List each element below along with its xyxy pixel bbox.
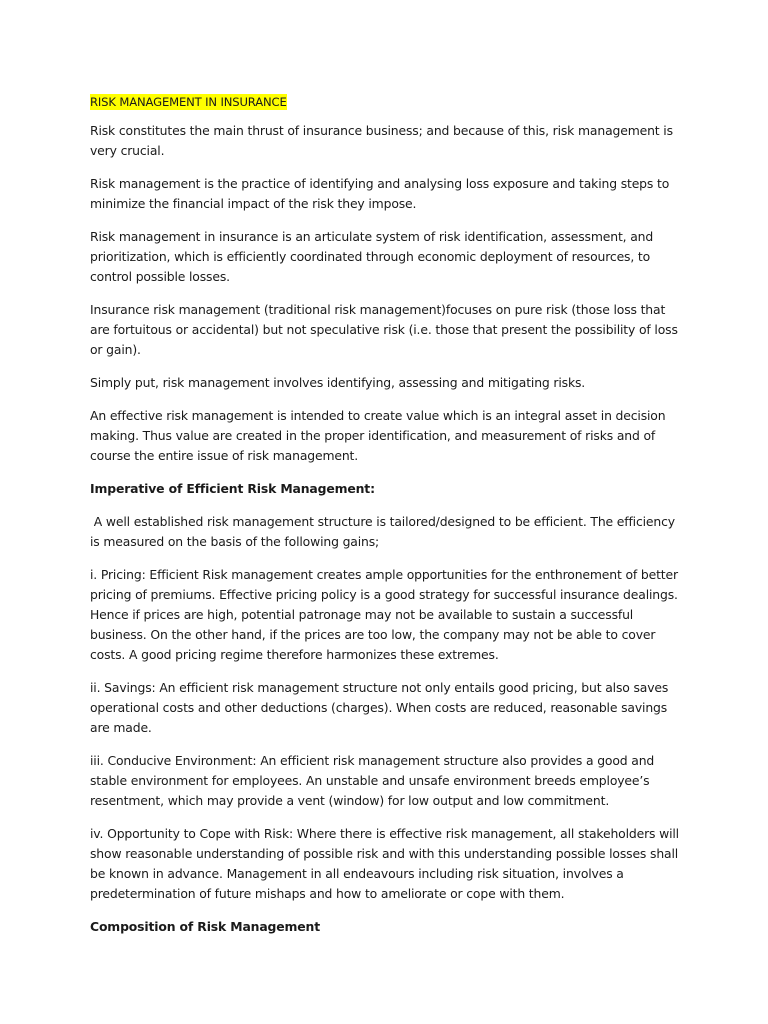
paragraph-4: Insurance risk management (traditional risk management)focuses on pure risk (those loss that are fortuitous or accidental) but not speculative risk (i.e. those that present the possibility of loss or gain).: [90, 302, 678, 357]
paragraph-6: An effective risk management is intended to create value which is an integral asset in decision making. Thus value are created in the proper identification, and measurement of risks and of course the entire issue of risk management.: [90, 408, 666, 463]
paragraph-5: Simply put, risk management involves identifying, assessing and mitigating risks.: [90, 375, 586, 390]
document-title-highlight: RISK MANAGEMENT IN INSURANCE: [90, 95, 287, 109]
section-intro: A well established risk management structure is tailored/designed to be efficient. The efficiency is measured on the basis of the following gains;: [90, 514, 679, 549]
document-title: [90, 92, 684, 112]
list-item-conducive-environment: iii. Conducive Environment: An efficient risk management structure also provides a good and stable environment for employees. An unstable and unsafe environment breeds employee’s resentment, which may provide a vent (window) for low output and low commitment.: [90, 753, 655, 808]
list-item-pricing: i. Pricing: Efficient Risk management creates ample opportunities for the enthronement of better pricing of premiums. Effective pricing policy is a good strategy for successful insurance dealings. Hence if prices are high, potential patronage may not be available to sustain a successful business. On the other hand, if the prices are too low, the company may not be able to cover costs. A good pricing regime therefore harmonizes these extremes.: [90, 567, 678, 662]
section-heading-imperative: Imperative of Efficient Risk Management:: [90, 481, 375, 496]
paragraph-3: Risk management in insurance is an articulate system of risk identification, assessment, and prioritization, which is efficiently coordinated through economic deployment of resources, to control possible losses.: [90, 229, 654, 284]
document-content: [90, 92, 684, 950]
section-heading-composition: Composition of Risk Management: [90, 919, 320, 934]
list-item-cope-with-risk: iv. Opportunity to Cope with Risk: Where there is effective risk management, all stakeholders will show reasonable understanding of possible risk and with this understanding possible losses shall be known in advance. Management in all endeavours including risk situation, involves a predetermination of future mishaps and how to ameliorate or cope with them.: [90, 826, 679, 901]
paragraph-2: Risk management is the practice of identifying and analysing loss exposure and taking steps to minimize the financial impact of the risk they impose.: [90, 176, 670, 211]
paragraph-1: Risk constitutes the main thrust of insurance business; and because of this, risk management is very crucial.: [90, 123, 673, 158]
list-item-savings: ii. Savings: An efficient risk management structure not only entails good pricing, but also saves operational costs and other deductions (charges). When costs are reduced, reasonable savings are made.: [90, 680, 669, 735]
